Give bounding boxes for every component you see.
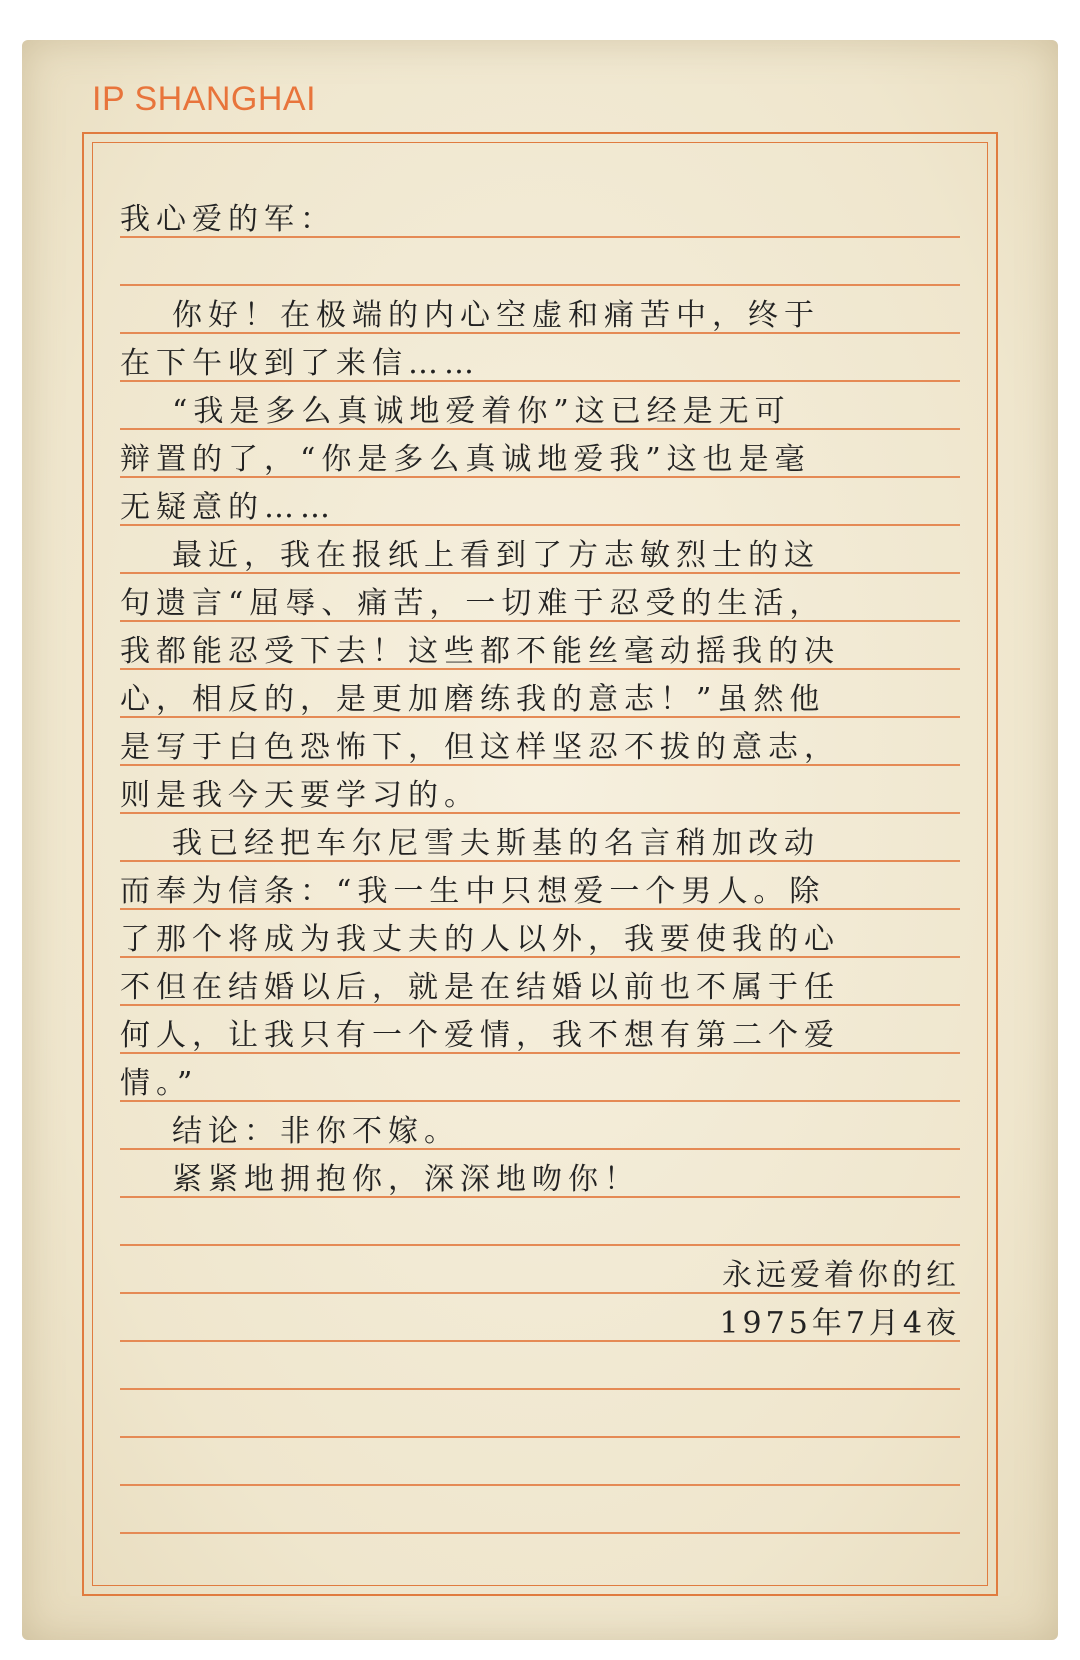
letter-line: 则是我今天要学习的。 <box>120 778 480 813</box>
rule-line <box>120 284 960 286</box>
letter-line: “我是多么真诚地爱着你”这已经是无可 <box>172 394 791 429</box>
letter-line: 何人，让我只有一个爱情，我不想有第二个爱 <box>120 1018 840 1053</box>
letter-line: 而奉为信条：“我一生中只想爱一个男人。除 <box>120 874 826 909</box>
rule-line <box>120 1436 960 1438</box>
rule-line <box>120 1244 960 1246</box>
letter-line: 紧紧地拥抱你，深深地吻你！ <box>172 1162 640 1197</box>
rule-line <box>120 1388 960 1390</box>
letter-line: 不但在结婚以后，就是在结婚以前也不属于任 <box>120 970 840 1005</box>
rule-line <box>120 1484 960 1486</box>
letter-line: 无疑意的…… <box>120 490 336 525</box>
letter-line: 你好！在极端的内心空虚和痛苦中，终于 <box>172 298 820 333</box>
letter-greeting: 我心爱的军： <box>120 202 336 237</box>
brand-logo: IP SHANGHAI <box>92 80 317 118</box>
letter-line: 是写于白色恐怖下，但这样坚忍不拔的意志， <box>120 730 840 765</box>
rule-line <box>120 1532 960 1534</box>
letter-line: 在下午收到了来信…… <box>120 346 480 381</box>
letter-line: 句遗言“屈辱、痛苦，一切难于忍受的生活， <box>120 586 826 621</box>
letter-line: 情。” <box>120 1066 199 1101</box>
letter-line: 结论：非你不嫁。 <box>172 1114 460 1149</box>
letter-line: 我已经把车尔尼雪夫斯基的名言稍加改动 <box>172 826 820 861</box>
letter-line: 最近，我在报纸上看到了方志敏烈士的这 <box>172 538 820 573</box>
letter-date: 1975年7月4夜 <box>719 1306 960 1341</box>
letter-signature: 永远爱着你的红 <box>722 1258 960 1293</box>
letter-line: 我都能忍受下去！这些都不能丝毫动摇我的决 <box>120 634 840 669</box>
letter-line: 心，相反的，是更加磨练我的意志！”虽然他 <box>120 682 826 717</box>
letter-line: 辩置的了，“你是多么真诚地爱我”这也是毫 <box>120 442 811 477</box>
letter-line: 了那个将成为我丈夫的人以外，我要使我的心 <box>120 922 840 957</box>
